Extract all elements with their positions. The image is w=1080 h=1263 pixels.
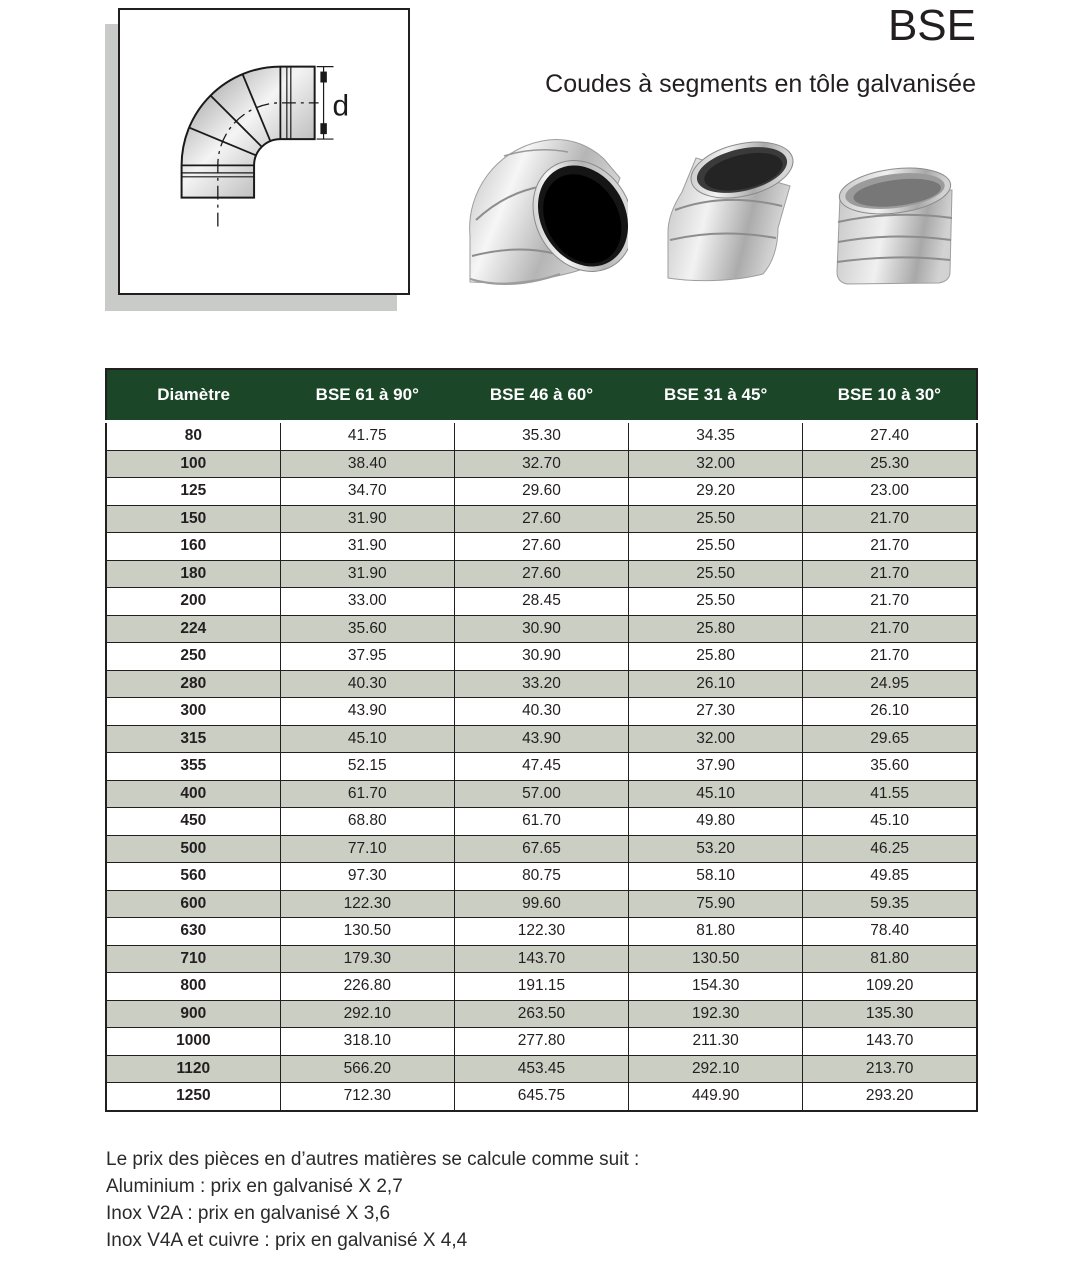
price-cell: 318.10 bbox=[280, 1028, 454, 1056]
price-cell: 75.90 bbox=[629, 890, 803, 918]
price-cell: 43.90 bbox=[280, 698, 454, 726]
price-cell: 25.80 bbox=[629, 615, 803, 643]
table-row bbox=[106, 422, 977, 451]
photo-coude-90-icon bbox=[456, 124, 628, 286]
price-cell: 61.70 bbox=[454, 808, 628, 836]
page-title: BSE bbox=[887, 1, 976, 50]
price-cell: 59.35 bbox=[803, 890, 977, 918]
price-cell: 21.70 bbox=[803, 533, 977, 561]
pricing-notes bbox=[106, 1146, 639, 1254]
price-cell: 211.30 bbox=[629, 1028, 803, 1056]
price-cell: 68.80 bbox=[280, 808, 454, 836]
price-cell: 25.50 bbox=[629, 588, 803, 616]
photo-coude-45-icon bbox=[658, 130, 800, 282]
price-cell: 67.65 bbox=[454, 835, 628, 863]
price-cell: 277.80 bbox=[454, 1028, 628, 1056]
price-cell: 52.15 bbox=[280, 753, 454, 781]
segmented-elbow-drawing bbox=[120, 10, 408, 293]
price-cell: 226.80 bbox=[280, 973, 454, 1001]
price-cell: 25.50 bbox=[629, 505, 803, 533]
table-row bbox=[106, 615, 977, 643]
note-line: Inox V2A : prix en galvanisé X 3,6 bbox=[106, 1203, 391, 1224]
price-cell: 34.70 bbox=[280, 478, 454, 506]
diameter-cell: 400 bbox=[106, 780, 280, 808]
price-cell: 37.90 bbox=[629, 753, 803, 781]
price-cell: 292.10 bbox=[629, 1055, 803, 1083]
diameter-cell: 560 bbox=[106, 863, 280, 891]
price-cell: 33.00 bbox=[280, 588, 454, 616]
price-cell: 109.20 bbox=[803, 973, 977, 1001]
price-cell: 97.30 bbox=[280, 863, 454, 891]
diameter-cell: 630 bbox=[106, 918, 280, 946]
col-header-bse-31-45: BSE 31 à 45° bbox=[629, 369, 803, 422]
price-cell: 41.75 bbox=[280, 422, 454, 451]
note-line: Inox V4A et cuivre : prix en galvanisé X 4,4 bbox=[106, 1230, 468, 1251]
price-cell: 35.60 bbox=[803, 753, 977, 781]
price-cell: 81.80 bbox=[803, 945, 977, 973]
price-cell: 21.70 bbox=[803, 505, 977, 533]
price-table-header bbox=[106, 369, 977, 422]
price-cell: 23.00 bbox=[803, 478, 977, 506]
diameter-cell: 160 bbox=[106, 533, 280, 561]
diameter-cell: 500 bbox=[106, 835, 280, 863]
price-cell: 25.50 bbox=[629, 560, 803, 588]
diameter-cell: 280 bbox=[106, 670, 280, 698]
price-cell: 566.20 bbox=[280, 1055, 454, 1083]
col-header-diametre: Diamètre bbox=[106, 369, 280, 422]
table-row bbox=[106, 863, 977, 891]
price-cell: 25.30 bbox=[803, 450, 977, 478]
price-cell: 122.30 bbox=[454, 918, 628, 946]
price-cell: 81.80 bbox=[629, 918, 803, 946]
price-cell: 32.00 bbox=[629, 725, 803, 753]
diameter-cell: 315 bbox=[106, 725, 280, 753]
price-cell: 21.70 bbox=[803, 615, 977, 643]
technical-drawing-box bbox=[118, 8, 410, 295]
table-row bbox=[106, 835, 977, 863]
col-header-bse-10-30: BSE 10 à 30° bbox=[803, 369, 977, 422]
table-row bbox=[106, 1055, 977, 1083]
price-cell: 192.30 bbox=[629, 1000, 803, 1028]
table-row bbox=[106, 588, 977, 616]
price-cell: 35.30 bbox=[454, 422, 628, 451]
table-row bbox=[106, 533, 977, 561]
price-cell: 213.70 bbox=[803, 1055, 977, 1083]
diameter-cell: 80 bbox=[106, 422, 280, 451]
price-table-body bbox=[106, 422, 977, 1111]
page-subtitle: Coudes à segments en tôle galvanisée bbox=[545, 70, 976, 98]
table-row bbox=[106, 643, 977, 671]
note-line: Le prix des pièces en d’autres matières se calcule comme suit : bbox=[106, 1149, 640, 1170]
price-cell: 38.40 bbox=[280, 450, 454, 478]
table-row bbox=[106, 450, 977, 478]
price-cell: 122.30 bbox=[280, 890, 454, 918]
price-cell: 21.70 bbox=[803, 643, 977, 671]
price-cell: 25.80 bbox=[629, 643, 803, 671]
price-cell: 58.10 bbox=[629, 863, 803, 891]
table-row bbox=[106, 973, 977, 1001]
table-row bbox=[106, 560, 977, 588]
price-cell: 25.50 bbox=[629, 533, 803, 561]
price-cell: 21.70 bbox=[803, 588, 977, 616]
diameter-cell: 125 bbox=[106, 478, 280, 506]
price-cell: 453.45 bbox=[454, 1055, 628, 1083]
price-cell: 99.60 bbox=[454, 890, 628, 918]
dimension-label: d bbox=[332, 89, 350, 123]
price-cell: 130.50 bbox=[629, 945, 803, 973]
price-cell: 143.70 bbox=[454, 945, 628, 973]
price-cell: 33.20 bbox=[454, 670, 628, 698]
price-cell: 49.80 bbox=[629, 808, 803, 836]
diameter-cell: 100 bbox=[106, 450, 280, 478]
diameter-cell: 180 bbox=[106, 560, 280, 588]
price-cell: 34.35 bbox=[629, 422, 803, 451]
price-cell: 46.25 bbox=[803, 835, 977, 863]
price-cell: 293.20 bbox=[803, 1083, 977, 1111]
price-cell: 29.60 bbox=[454, 478, 628, 506]
price-cell: 263.50 bbox=[454, 1000, 628, 1028]
col-header-bse-46-60: BSE 46 à 60° bbox=[454, 369, 628, 422]
price-cell: 29.20 bbox=[629, 478, 803, 506]
price-cell: 712.30 bbox=[280, 1083, 454, 1111]
table-row bbox=[106, 505, 977, 533]
price-cell: 130.50 bbox=[280, 918, 454, 946]
table-row bbox=[106, 808, 977, 836]
price-cell: 37.95 bbox=[280, 643, 454, 671]
price-cell: 32.70 bbox=[454, 450, 628, 478]
table-row bbox=[106, 753, 977, 781]
price-cell: 41.55 bbox=[803, 780, 977, 808]
price-cell: 27.60 bbox=[454, 560, 628, 588]
price-cell: 40.30 bbox=[280, 670, 454, 698]
diameter-cell: 355 bbox=[106, 753, 280, 781]
price-cell: 143.70 bbox=[803, 1028, 977, 1056]
price-cell: 43.90 bbox=[454, 725, 628, 753]
diameter-cell: 150 bbox=[106, 505, 280, 533]
price-cell: 53.20 bbox=[629, 835, 803, 863]
table-row bbox=[106, 670, 977, 698]
price-cell: 179.30 bbox=[280, 945, 454, 973]
price-cell: 29.65 bbox=[803, 725, 977, 753]
table-row bbox=[106, 1028, 977, 1056]
price-cell: 154.30 bbox=[629, 973, 803, 1001]
diameter-cell: 300 bbox=[106, 698, 280, 726]
dimension-d bbox=[317, 67, 349, 139]
diameter-cell: 450 bbox=[106, 808, 280, 836]
price-cell: 26.10 bbox=[803, 698, 977, 726]
table-row bbox=[106, 945, 977, 973]
price-cell: 27.60 bbox=[454, 533, 628, 561]
table-row bbox=[106, 918, 977, 946]
diameter-cell: 710 bbox=[106, 945, 280, 973]
price-cell: 26.10 bbox=[629, 670, 803, 698]
price-cell: 31.90 bbox=[280, 533, 454, 561]
col-header-bse-61-90: BSE 61 à 90° bbox=[280, 369, 454, 422]
diameter-cell: 250 bbox=[106, 643, 280, 671]
price-cell: 191.15 bbox=[454, 973, 628, 1001]
table-row bbox=[106, 1083, 977, 1111]
price-cell: 40.30 bbox=[454, 698, 628, 726]
table-row bbox=[106, 725, 977, 753]
price-cell: 135.30 bbox=[803, 1000, 977, 1028]
photo-coude-30-icon bbox=[833, 160, 958, 292]
table-row bbox=[106, 478, 977, 506]
price-cell: 31.90 bbox=[280, 505, 454, 533]
note-line: Aluminium : prix en galvanisé X 2,7 bbox=[106, 1176, 403, 1197]
price-cell: 45.10 bbox=[629, 780, 803, 808]
price-cell: 24.95 bbox=[803, 670, 977, 698]
table-row bbox=[106, 698, 977, 726]
price-cell: 45.10 bbox=[803, 808, 977, 836]
diameter-cell: 800 bbox=[106, 973, 280, 1001]
diameter-cell: 224 bbox=[106, 615, 280, 643]
price-cell: 28.45 bbox=[454, 588, 628, 616]
price-cell: 645.75 bbox=[454, 1083, 628, 1111]
table-row bbox=[106, 890, 977, 918]
diameter-cell: 900 bbox=[106, 1000, 280, 1028]
price-cell: 61.70 bbox=[280, 780, 454, 808]
price-cell: 31.90 bbox=[280, 560, 454, 588]
price-cell: 80.75 bbox=[454, 863, 628, 891]
price-cell: 77.10 bbox=[280, 835, 454, 863]
price-cell: 57.00 bbox=[454, 780, 628, 808]
price-cell: 27.30 bbox=[629, 698, 803, 726]
price-cell: 30.90 bbox=[454, 615, 628, 643]
price-cell: 21.70 bbox=[803, 560, 977, 588]
diameter-cell: 1250 bbox=[106, 1083, 280, 1111]
price-cell: 78.40 bbox=[803, 918, 977, 946]
price-cell: 32.00 bbox=[629, 450, 803, 478]
diameter-cell: 1000 bbox=[106, 1028, 280, 1056]
price-cell: 27.60 bbox=[454, 505, 628, 533]
price-cell: 30.90 bbox=[454, 643, 628, 671]
diameter-cell: 600 bbox=[106, 890, 280, 918]
price-table bbox=[105, 368, 978, 1112]
price-cell: 45.10 bbox=[280, 725, 454, 753]
price-cell: 47.45 bbox=[454, 753, 628, 781]
price-cell: 449.90 bbox=[629, 1083, 803, 1111]
table-row bbox=[106, 1000, 977, 1028]
diameter-cell: 200 bbox=[106, 588, 280, 616]
price-cell: 292.10 bbox=[280, 1000, 454, 1028]
price-cell: 49.85 bbox=[803, 863, 977, 891]
diameter-cell: 1120 bbox=[106, 1055, 280, 1083]
price-cell: 35.60 bbox=[280, 615, 454, 643]
table-row bbox=[106, 780, 977, 808]
price-cell: 27.40 bbox=[803, 422, 977, 451]
